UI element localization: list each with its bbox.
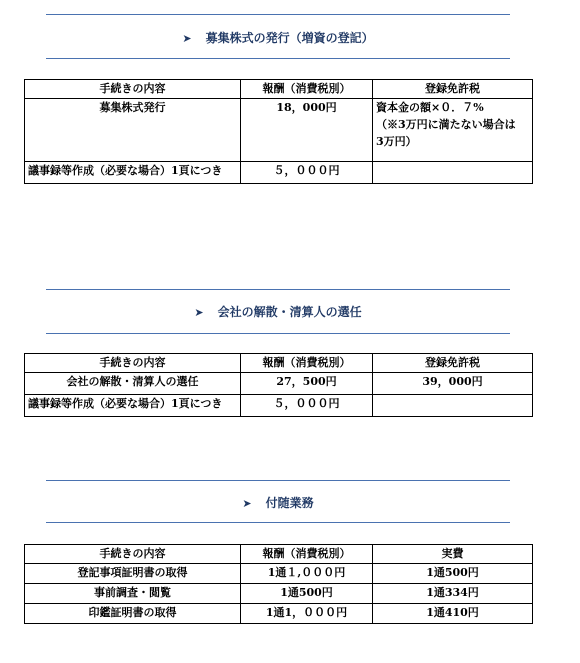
- header-bottom-rule: [46, 522, 510, 523]
- table-cell: [373, 162, 533, 184]
- table-cell: 登記事項証明書の取得: [25, 564, 241, 584]
- table-cell: 会社の解散・清算人の選任: [25, 373, 241, 395]
- section-title: [46, 303, 510, 320]
- tax-note-line: 3万円）: [376, 135, 417, 148]
- section-title-text: 募集株式の発行（増資の登記）: [205, 31, 374, 45]
- table-row: [25, 162, 533, 184]
- table-row: [25, 604, 533, 624]
- column-header: 報酬（消費税別）: [241, 545, 373, 564]
- tax-rate-text: 資本金の額×０．７%: [376, 101, 484, 114]
- column-header: 報酬（消費税別）: [241, 354, 373, 373]
- column-header: 登録免許税: [373, 354, 533, 373]
- section-title: [46, 494, 510, 511]
- table-header-row: [25, 80, 533, 99]
- table-cell: [373, 395, 533, 417]
- table-header-row: [25, 545, 533, 564]
- table-row: [25, 564, 533, 584]
- table-row: [25, 99, 533, 162]
- column-header: 手続きの内容: [25, 545, 241, 564]
- section-title-text: 付随業務: [265, 496, 314, 510]
- column-header: 手続きの内容: [25, 354, 241, 373]
- table-cell: ５，０００円: [241, 162, 373, 184]
- table-cell: 39，000円: [373, 373, 533, 395]
- section-header-stock-issuance: [46, 14, 510, 64]
- arrowhead-icon: ➤: [182, 32, 192, 45]
- column-header: 報酬（消費税別）: [241, 80, 373, 99]
- header-bottom-rule: [46, 333, 510, 334]
- arrowhead-icon: ➤: [194, 306, 204, 319]
- fee-table-stock-issuance: [24, 79, 533, 184]
- section-title-text: 会社の解散・清算人の選任: [217, 305, 362, 319]
- tax-note-line: （※3万円に満たない場合は: [376, 118, 516, 131]
- section-title: [46, 29, 510, 46]
- header-bottom-rule: [46, 58, 510, 59]
- table-cell: 1通500円: [241, 584, 373, 604]
- table-cell: 議事録等作成（必要な場合）1頁につき: [25, 162, 241, 184]
- table-cell: 募集株式発行: [25, 99, 241, 162]
- table-cell: 印鑑証明書の取得: [25, 604, 241, 624]
- table-cell: 1通500円: [373, 564, 533, 584]
- fee-table-dissolution: [24, 353, 533, 417]
- table-cell: 1通334円: [373, 584, 533, 604]
- column-header: 実費: [373, 545, 533, 564]
- arrowhead-icon: ➤: [242, 497, 252, 510]
- header-top-rule: [46, 480, 510, 481]
- column-header: 手続きの内容: [25, 80, 241, 99]
- table-cell: 事前調査・閲覧: [25, 584, 241, 604]
- table-cell: 1通1，０００円: [241, 604, 373, 624]
- table-row: [25, 584, 533, 604]
- header-top-rule: [46, 289, 510, 290]
- table-cell: 27，500円: [241, 373, 373, 395]
- table-cell: 議事録等作成（必要な場合）1頁につき: [25, 395, 241, 417]
- table-cell: 18，000円: [241, 99, 373, 162]
- column-header: 登録免許税: [373, 80, 533, 99]
- table-row: [25, 373, 533, 395]
- header-top-rule: [46, 14, 510, 15]
- table-header-row: [25, 354, 533, 373]
- section-header-ancillary: [46, 480, 510, 526]
- section-header-dissolution: [46, 289, 510, 339]
- table-cell: 1通１,０００円: [241, 564, 373, 584]
- table-row: [25, 395, 533, 417]
- tax-cell: [373, 99, 533, 162]
- fee-table-ancillary: [24, 544, 533, 624]
- table-cell: ５，０００円: [241, 395, 373, 417]
- table-cell: 1通410円: [373, 604, 533, 624]
